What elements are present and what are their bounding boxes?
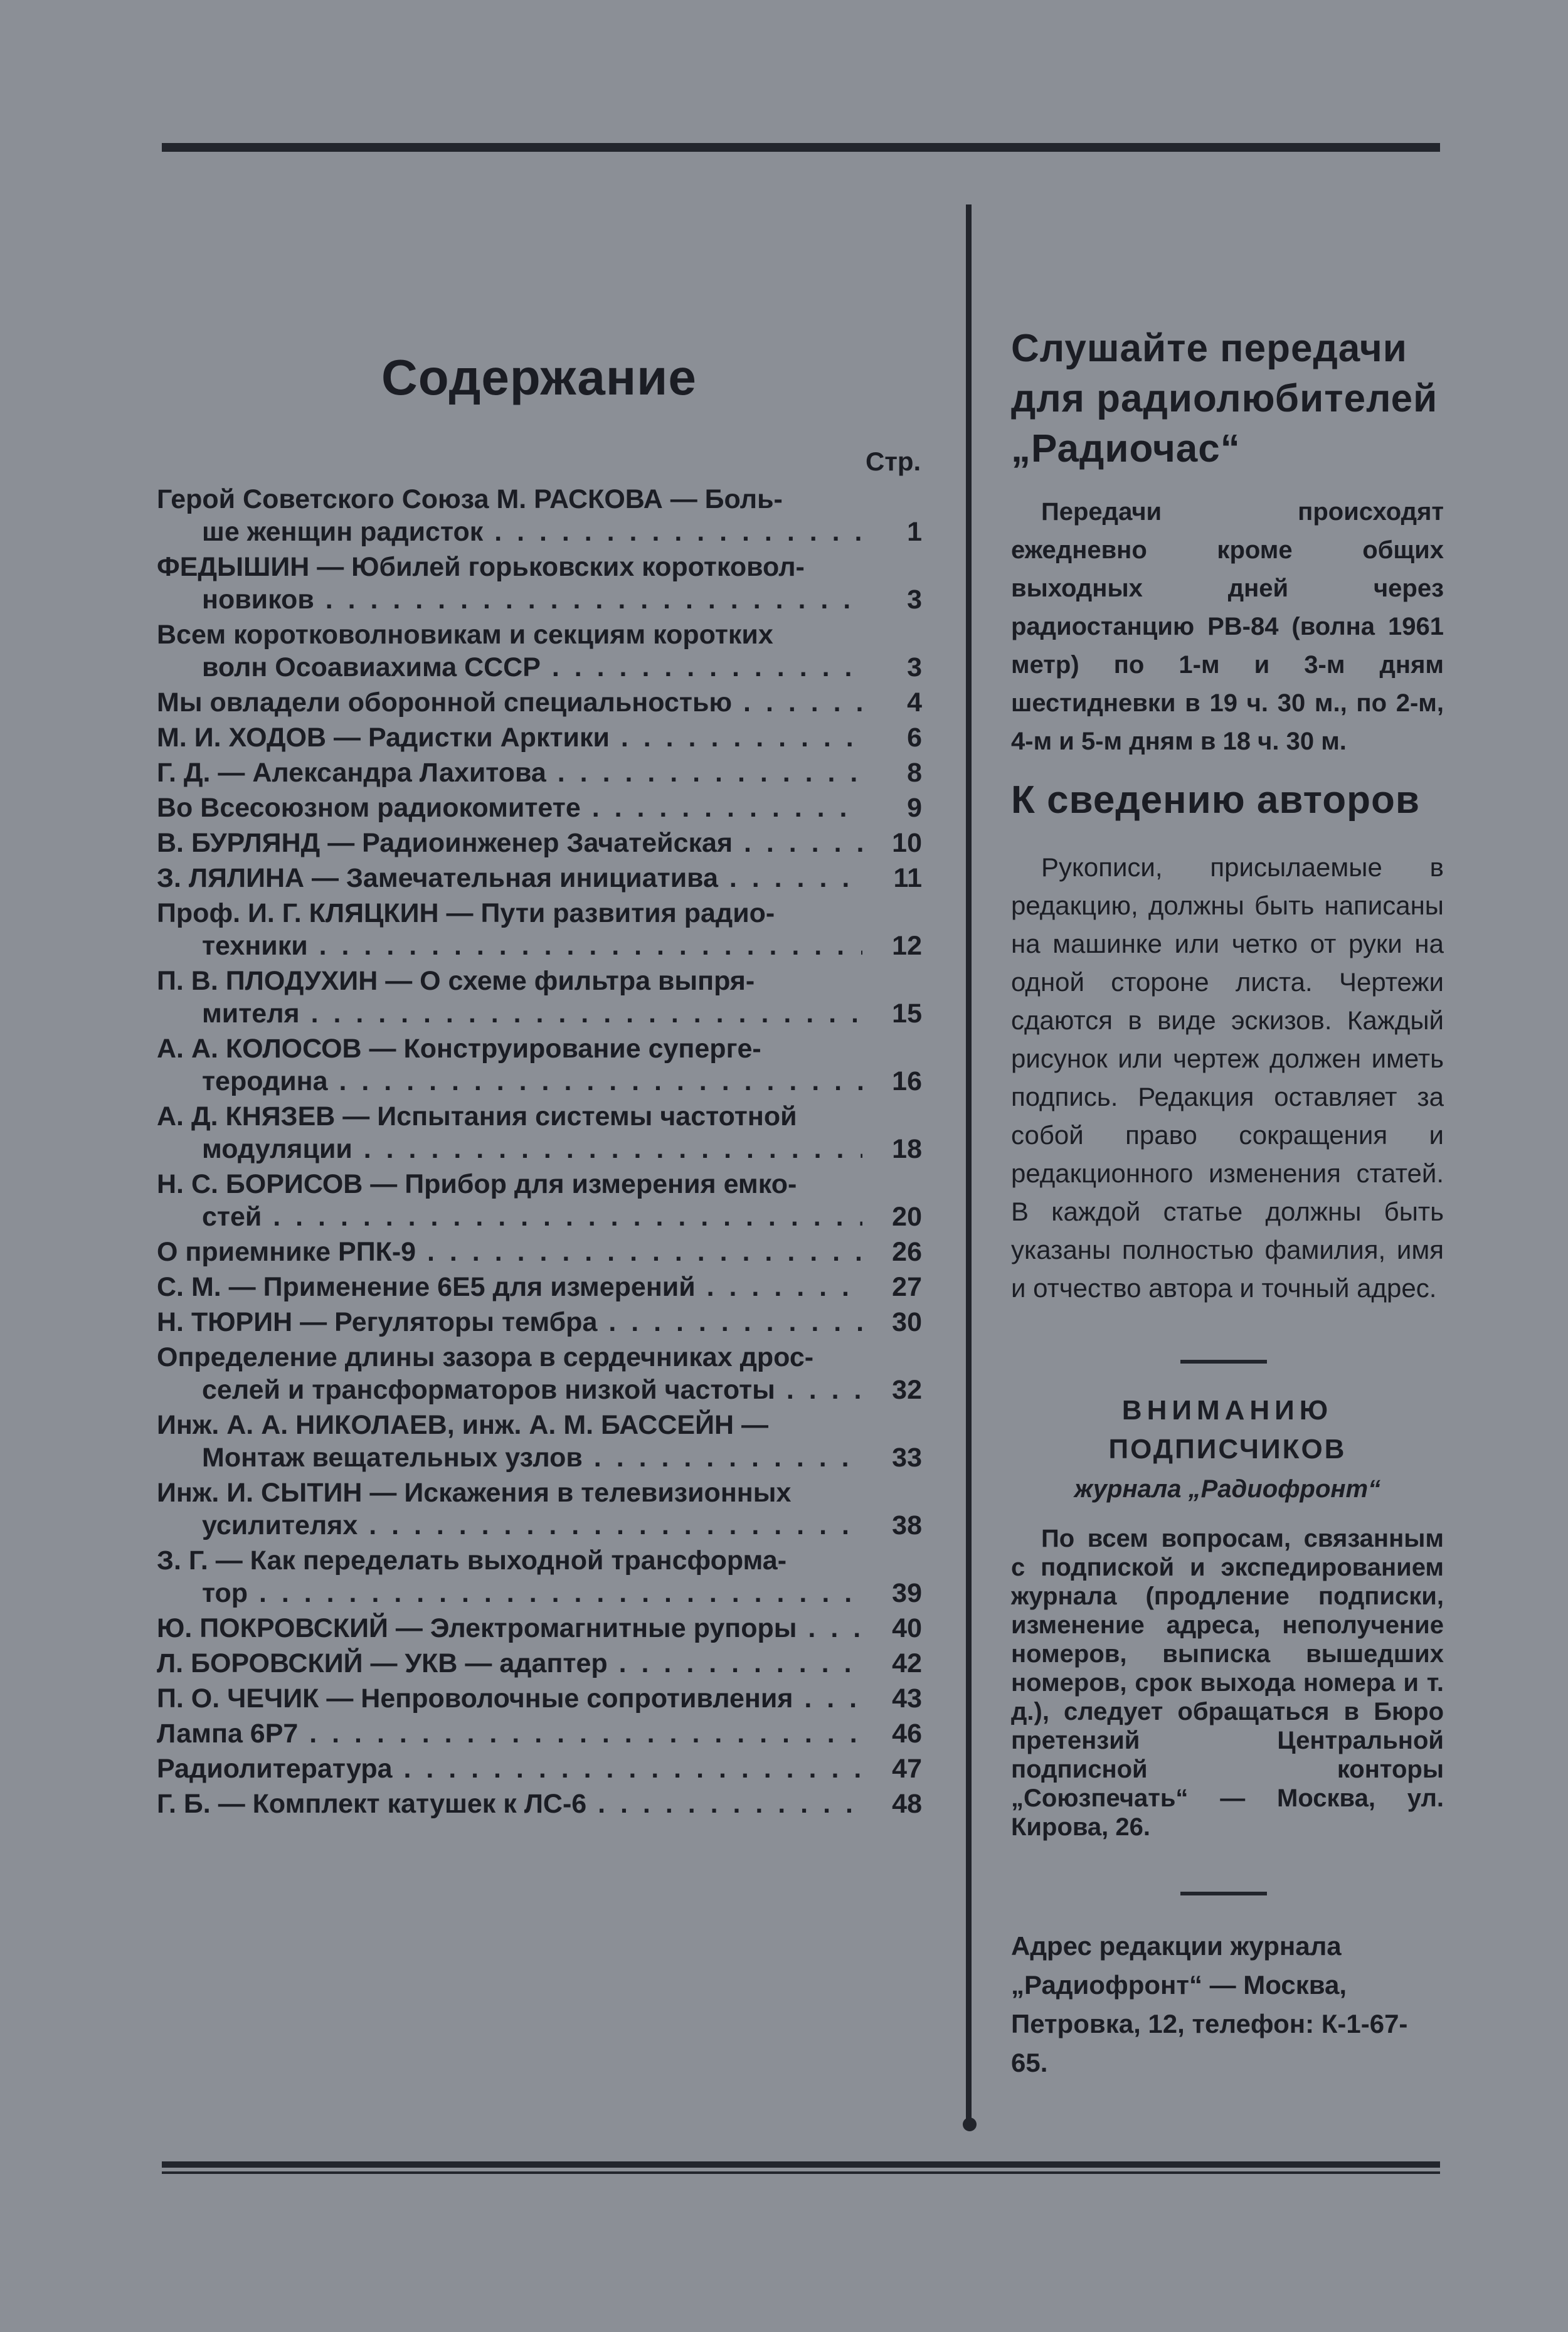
- toc-page-header: Стр.: [866, 447, 921, 476]
- toc-entry-text: [157, 1032, 862, 1098]
- toc-entry: [157, 1271, 935, 1303]
- toc-entry-page: 46: [892, 1719, 922, 1749]
- toc-entry-line: З. ЛЯЛИНА — Замечательная инициатива . . .: [157, 862, 862, 894]
- toc-entry-page: 16: [892, 1066, 922, 1096]
- toc-entry: [157, 965, 935, 1030]
- toc-entry-text: [157, 1612, 862, 1645]
- toc-entry-line: Во Всесоюзном радиокомитете . . .: [157, 792, 862, 824]
- toc-entry-line: Инж. А. А. НИКОЛАЕВ, инж. А. М. БАССЕЙН —: [157, 1410, 768, 1440]
- toc-entry-line: тор . . .: [157, 1577, 862, 1609]
- toc-entry-page: 40: [892, 1613, 922, 1643]
- section-divider: [1180, 1360, 1267, 1364]
- toc-entry-page: 4: [907, 687, 922, 718]
- toc-entry-text: [157, 827, 862, 859]
- toc-entry-text: [157, 1271, 862, 1303]
- subscribers-heading-1: ВНИМАНИЮ: [1121, 1395, 1333, 1426]
- toc-entry-page: 15: [892, 999, 922, 1029]
- toc-entry-page: 20: [892, 1202, 922, 1232]
- toc-entry-page: 1: [907, 517, 922, 547]
- toc-entry-text: [157, 1306, 862, 1338]
- toc-title: Содержание: [381, 349, 697, 405]
- listen-text: Передачи происходят ежедневно кроме общих выходных дней через радиостанцию РВ-84 (волна 1961 метр) по 1-м и 3-м дням шестидневки в 19 ч. 30 м., по 2-м, 4-м и 5-м дням в 18 ч. 30 м.: [1011, 498, 1444, 755]
- toc-entry-line: Монтаж вещательных узлов . . .: [157, 1441, 862, 1474]
- toc-entry-line: З. Г. — Как переделать выходной трансформа-: [157, 1545, 787, 1576]
- editorial-address: Адрес редакции журнала „Радиофронт“ — Москва, Петровка, 12, телефон: К-1-67-65.: [1011, 1931, 1408, 2077]
- toc-entry-line: С. М. — Применение 6Е5 для измерений . . .: [157, 1271, 862, 1303]
- toc-entry-text: [157, 792, 862, 824]
- toc-entry-line: Герой Советского Союза М. РАСКОВА — Боль-: [157, 484, 783, 514]
- toc-entry-line: Инж. И. СЫТИН — Искажения в телевизионных: [157, 1478, 792, 1508]
- toc-entry-line: Мы овладели оборонной специальностью . . .: [157, 686, 862, 719]
- toc-entry-text: [157, 1717, 862, 1750]
- toc-entry-page: 11: [893, 863, 922, 893]
- toc-entry-page: 18: [892, 1134, 922, 1164]
- bottom-double-rule: [162, 2161, 1440, 2174]
- toc-entry-page: 3: [907, 652, 922, 682]
- toc-entry-line: ше женщин радисток . . .: [157, 516, 862, 548]
- toc-entry: [157, 1168, 935, 1233]
- toc-entry-text: [157, 1788, 862, 1820]
- toc-entry: [157, 1306, 935, 1338]
- toc-entry-text: [157, 1752, 862, 1785]
- toc-entry: [157, 1100, 935, 1165]
- toc-entry-line: Н. С. БОРИСОВ — Прибор для измерения емко-: [157, 1169, 797, 1199]
- toc-entry-text: [157, 756, 862, 789]
- toc-entry-line: теродина . . .: [157, 1065, 862, 1098]
- toc-entry: [157, 792, 935, 824]
- toc-entry: [157, 1476, 935, 1542]
- toc-entry-text: [157, 1544, 862, 1609]
- toc-entry-page: 30: [892, 1307, 922, 1337]
- toc-entry: [157, 1682, 935, 1715]
- toc-entry-line: мителя . . .: [157, 997, 862, 1030]
- toc-entry-text: [157, 721, 862, 754]
- toc-entry: [157, 827, 935, 859]
- authors-text: Рукописи, присылаемые в редакцию, должны быть написаны на машинке или четко от руки на одной стороне листа. Чертежи сдаются в виде эскизов. Каждый рисунок или чертеж должен иметь подпись. Редакция оставляет за собой право сокращения и редакционного изменения статей. В каждой статье должны быть указаны полностью фамилия, имя и отчество автора и точный адрес.: [1011, 852, 1444, 1303]
- toc-entry-line: ФЕДЫШИН — Юбилей горьковских коротковол-: [157, 552, 805, 582]
- toc-entry-page: 27: [892, 1272, 922, 1302]
- toc-entry: [157, 1236, 935, 1268]
- column-divider: [966, 204, 972, 2120]
- toc-entry-text: [157, 618, 862, 684]
- toc-entry-line: селей и трансформаторов низкой частоты . . .: [157, 1374, 862, 1406]
- toc-entry-line: Проф. И. Г. КЛЯЦКИН — Пути развития радио-: [157, 898, 775, 928]
- subscribers-journal-name: журнала „Радиофронт“: [1074, 1475, 1381, 1503]
- toc-entry-line: Лампа 6Р7 . . .: [157, 1717, 862, 1750]
- toc-entry-line: Л. БОРОВСКИЙ — УКВ — адаптер . . .: [157, 1647, 862, 1680]
- column-divider-end: [963, 2117, 977, 2131]
- toc-entry-page: 12: [892, 931, 922, 961]
- toc-entry-page: 32: [892, 1375, 922, 1405]
- toc-entry-page: 10: [892, 828, 922, 858]
- toc-entry-line: П. О. ЧЕЧИК — Непроволочные сопротивления . . .: [157, 1682, 862, 1715]
- toc-entry: [157, 1612, 935, 1645]
- toc-entry-text: [157, 1236, 862, 1268]
- toc-entry-line: А. А. КОЛОСОВ — Конструирование суперге-: [157, 1034, 761, 1064]
- toc-entry-line: О приемнике РПК-9 . . .: [157, 1236, 862, 1268]
- toc-entry-line: модуляции . . .: [157, 1133, 862, 1165]
- toc-entry: [157, 1032, 935, 1098]
- toc-entry-page: 26: [892, 1237, 922, 1267]
- toc-entry-line: новиков . . .: [157, 583, 862, 616]
- toc-entry-line: Всем коротковолновикам и секциям коротких: [157, 620, 773, 650]
- toc-entry: [157, 1341, 935, 1406]
- toc-entry-text: [157, 1647, 862, 1680]
- listen-heading: Слушайте передачи для радиолюбителей „Радиочас“: [1011, 327, 1438, 470]
- subscribers-text: По всем вопросам, связанным с подпиской и экспедированием журнала (продление подписки, изменение адреса, неполучение номеров, выписка вышедших номеров, срок выхода номера и т. д.), следует обращаться в Бюро претензий Центральной подписной конторы „Союзпечать“ — Москва, ул. Кирова, 26.: [1011, 1525, 1444, 1841]
- toc-entry-page: 39: [892, 1578, 922, 1608]
- toc-entry: [157, 1544, 935, 1609]
- toc-entry: [157, 1788, 935, 1820]
- toc-entry-text: [157, 1476, 862, 1542]
- toc-entry-page: 43: [892, 1683, 922, 1714]
- toc-entry: [157, 551, 935, 616]
- toc-entry-line: усилителях . . .: [157, 1509, 862, 1542]
- toc-entry: [157, 686, 935, 719]
- toc-entry-line: Г. Б. — Комплект катушек к ЛС-6 . . .: [157, 1788, 862, 1820]
- toc-entry-text: [157, 1100, 862, 1165]
- toc-entry-text: [157, 686, 862, 719]
- toc-entry-line: Г. Д. — Александра Лахитова . . .: [157, 756, 862, 789]
- toc-entry: [157, 862, 935, 894]
- toc-entry-page: 38: [892, 1510, 922, 1540]
- toc-entry: [157, 1409, 935, 1474]
- toc-entry-line: В. БУРЛЯНД — Радиоинженер Зачатейская . . .: [157, 827, 862, 859]
- toc-entry: [157, 756, 935, 789]
- toc-entry-line: А. Д. КНЯЗЕВ — Испытания системы частотной: [157, 1101, 797, 1132]
- toc-entry-page: 47: [892, 1754, 922, 1784]
- toc-entry: [157, 897, 935, 962]
- toc-entry: [157, 618, 935, 684]
- top-double-rule: [162, 139, 1440, 152]
- toc-entry-text: [157, 1682, 862, 1715]
- toc-entry: [157, 721, 935, 754]
- toc-entry-text: [157, 1341, 862, 1406]
- toc-entry-line: Радиолитература . . .: [157, 1752, 862, 1785]
- toc-entry-line: стей . . .: [157, 1200, 862, 1233]
- toc-entry: [157, 1717, 935, 1750]
- section-divider: [1180, 1892, 1267, 1895]
- toc-entry-page: 42: [892, 1648, 922, 1678]
- toc-entry-line: Определение длины зазора в сердечниках дрос-: [157, 1342, 814, 1372]
- toc-entry-text: [157, 1168, 862, 1233]
- toc-entry-page: 48: [892, 1789, 922, 1819]
- toc-entry-line: волн Осоавиахима СССР . . .: [157, 651, 862, 684]
- toc-entry-line: Ю. ПОКРОВСКИЙ — Электромагнитные рупоры . . .: [157, 1612, 862, 1645]
- toc-entry-text: [157, 897, 862, 962]
- toc-entry-page: 33: [892, 1443, 922, 1473]
- subscribers-heading-2: ПОДПИСЧИКОВ: [1108, 1434, 1347, 1465]
- toc-entry-line: П. В. ПЛОДУХИН — О схеме фильтра выпря-: [157, 966, 755, 996]
- toc-entry: [157, 1752, 935, 1785]
- toc-entry-text: [157, 862, 862, 894]
- toc-entry-page: 9: [907, 793, 922, 823]
- toc-entry-page: 3: [907, 585, 922, 615]
- toc-entry-text: [157, 1409, 862, 1474]
- toc-entry-text: [157, 483, 862, 548]
- toc-entry-line: Н. ТЮРИН — Регуляторы тембра . . .: [157, 1306, 862, 1338]
- toc-entry-line: техники . . .: [157, 930, 862, 962]
- toc-entry: [157, 483, 935, 548]
- toc-entry-line: М. И. ХОДОВ — Радистки Арктики . . .: [157, 721, 862, 754]
- table-of-contents: [157, 483, 935, 1823]
- toc-entry-page: 6: [907, 723, 922, 753]
- authors-heading: К сведению авторов: [1011, 778, 1420, 822]
- toc-entry-text: [157, 965, 862, 1030]
- toc-entry-text: [157, 551, 862, 616]
- toc-entry: [157, 1647, 935, 1680]
- toc-entry-page: 8: [907, 758, 922, 788]
